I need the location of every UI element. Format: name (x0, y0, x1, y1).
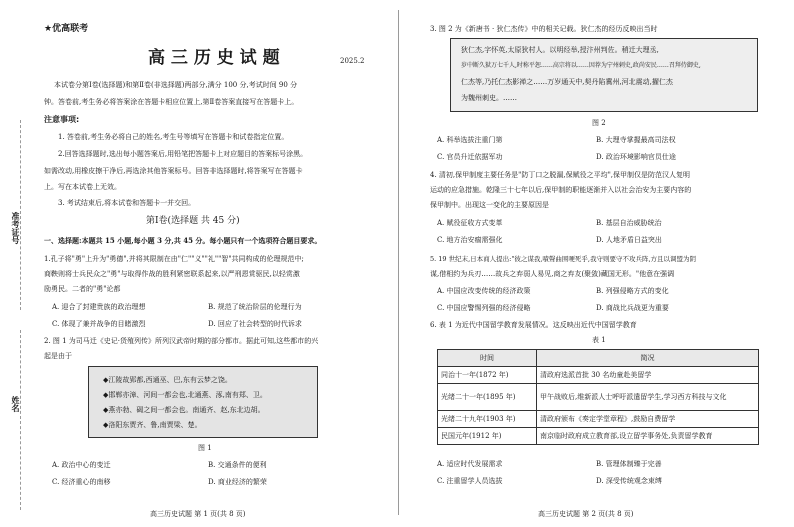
q3-option-a: A. 科举选拔注重门第 (437, 136, 503, 144)
q2-option-c: C. 经济重心的南移 (52, 478, 111, 486)
table-cell: 清政府颁布《奏定学堂章程》,鼓励自费留学 (537, 411, 759, 428)
q3-option-c: C. 官员升迁依据军功 (437, 153, 503, 161)
q4-stem: 4. 清初,保甲制度主要任务是"防丁口之脱漏,保赋役之平均",保甲制仅是防范汉人复明 (430, 171, 691, 179)
table-cell: 民国元年(1912 年) (438, 428, 537, 445)
q1-option-c: C. 体现了兼并战争的目睹激烈 (52, 320, 146, 328)
table-1 (437, 349, 759, 445)
table-cell: 光绪二十一年(1895 年) (438, 384, 537, 411)
q4-stem: 保甲制中。出现这一变化的主要原因是 (430, 201, 549, 209)
q4-option-b: B. 基层自治威胁统治 (596, 219, 662, 227)
q6-option-a: A. 适应时代发展需求 (437, 460, 503, 468)
binding-line (20, 330, 21, 510)
table-header-cell: 简况 (537, 350, 759, 367)
q1-stem: 1.孔子将"勇"上升为"勇德",并将其限制在由"仁""义""礼""智"共同构成的伦理规范中; (44, 255, 304, 263)
page-divider (398, 10, 399, 515)
q5-option-c: C. 中国应警惕列强的经济侵略 (437, 304, 531, 312)
q2-stem: 起是由于 (44, 352, 72, 360)
q4-option-a: A. 赋役征收方式变革 (437, 219, 503, 227)
q2-option-b: B. 交通条件的便利 (208, 461, 267, 469)
figure-2-line: 仁杰等,乃托仁杰影禅之……万岁通天中,契丹陷冀州,河北震动,擢仁杰 (461, 78, 673, 86)
q3-option-b: B. 大理寺掌握最高司法权 (596, 136, 676, 144)
note-line: 如需改动,用橡皮擦干净后,再选涂其他答案标号。回答非选择题时,将答案写在答题卡 (44, 167, 303, 175)
q1-stem: 励勇民。二者的"勇"论都 (44, 285, 121, 293)
figure-1-line: ◆燕亦勃、碣之间一都会也。南通齐、赵,东北边胡。 (103, 406, 265, 414)
q4-option-d: D. 人地矛盾日益突出 (596, 236, 662, 244)
intro-line: 本试卷分第Ⅰ卷(选择题)和第Ⅱ卷(非选择题)两部分,满分 100 分,考试时间 90 分 (54, 81, 298, 89)
intro-line: 钟。答卷前,考生务必将答案涂在答题卡相应位置上,第Ⅱ卷答案直接写在答题卡上。 (44, 98, 299, 106)
note-line: 3. 考试结束后,将本试卷和答题卡一并交回。 (58, 199, 196, 207)
q2-stem: 2. 图 1 为司马迁《史记·货殖列传》所列汉武帝时期的部分都市。据此可知,这些都市的兴 (44, 337, 319, 345)
exam-number-label: 准考证号 (11, 212, 21, 244)
q5-option-d: D. 商战比兵战更为重要 (596, 304, 669, 312)
table-header-row (438, 350, 759, 367)
q4-option-c: C. 地方治安痼需强化 (437, 236, 503, 244)
figure-1-line: ◆邯郸亦漳、河间一都会也,北通燕、涿,南有郑、卫。 (103, 391, 267, 399)
table-cell: 光绪二十九年(1903 年) (438, 411, 537, 428)
q1-option-b: B. 规范了统治阶层的伦理行为 (208, 303, 302, 311)
q2-option-a: A. 政治中心的变迁 (52, 461, 111, 469)
name-label: 姓名 (11, 396, 21, 412)
figure-2-line: 狄仁杰,字怀英,太原狄村人。以明经举,授汴州判佐。稍迁大理丞, (461, 46, 659, 54)
table-header-cell: 时间 (438, 350, 537, 367)
figure-2-box (450, 38, 758, 112)
q6-option-c: C. 注重留学人员选拔 (437, 477, 503, 485)
q5-stem: 5. 19 世纪末,日本商人提出:"彼之谋我,嘖聲曲围哽死乎,我守则要守不攻兵阵,方且以调盟为阴 (430, 255, 697, 263)
notes-title: 注意事项: (44, 115, 80, 124)
table-row (438, 367, 759, 384)
page-title: 高 三 历 史 试 题 (148, 48, 280, 68)
table-row (438, 411, 759, 428)
q1-option-d: D. 回应了社会转型的时代诉求 (208, 320, 302, 328)
q5-stem: 谋,借相约为兵刃……故兵之弃弱人易见,商之弃友(聚敛)藏国无形。"他意在强调 (430, 270, 675, 278)
q5-option-b: B. 列强侵略方式的变化 (596, 287, 669, 295)
section-intro: 一、选择题:本题共 15 小题,每小题 3 分,共 45 分。每小题只有一个选项符合题目要求。 (44, 236, 322, 245)
q2-option-d: D. 商业经济的繁荣 (208, 478, 267, 486)
note-line: 1. 答卷前,考生务必将自己的姓名,考生号等填写在答题卡和试卷指定位置。 (58, 133, 289, 141)
q5-option-a: A. 中国应改变传统的经济政策 (437, 287, 531, 295)
table-1-caption: 表 1 (592, 336, 606, 344)
q1-stem: 商鞅则将士兵民众之"勇"与取得作战的胜利紧密联系起来,以严刑恩赏驱民,以轻赏激 (44, 270, 300, 278)
figure-2-caption: 图 2 (592, 119, 606, 127)
footer-right: 高三历史试题 第 2 页(共 8 页) (538, 510, 634, 518)
q1-option-a: A. 迎合了封建贵族的政治理想 (52, 303, 146, 311)
table-row (438, 428, 759, 445)
exam-date: 2025.2 (340, 57, 365, 65)
table-cell: 南京临时政府成立教育部,设立留学事务处,负责留学教育 (537, 428, 759, 445)
section-title: 第Ⅰ卷(选择题 共 45 分) (146, 216, 240, 226)
table-cell: 同治十一年(1872 年) (438, 367, 537, 384)
table-cell: 清政府选派首批 30 名幼童赴美留学 (537, 367, 759, 384)
note-line: 上。写在本试卷上无效。 (44, 183, 121, 191)
table-cell: 甲午战败后,维新派人士呼吁派遣留学生,学习西方科技与文化 (537, 384, 759, 411)
q6-option-d: D. 深受传统观念束缚 (596, 477, 662, 485)
q3-option-d: D. 政治环境影响官员仕途 (596, 153, 676, 161)
figure-1-line: ◆洛阳东贾齐、鲁,南贾梁、楚。 (103, 421, 202, 429)
q6-stem: 6. 表 1 为近代中国留学教育发展情况。这反映出近代中国留学教育 (430, 321, 637, 329)
note-line: 2.回答选择题时,选出每小题答案后,用铅笔把答题卡上对应题目的答案标号涂黑。 (58, 150, 308, 158)
figure-1-box (88, 366, 318, 438)
q4-stem: 运动的应急措施。乾隆三十七年以后,保甲制的职能逐渐并入以社会治安为主要内容的 (430, 186, 692, 194)
q3-stem: 3. 图 2 为《新唐书 · 狄仁杰传》中的相关记载。狄仁杰的经历反映出当时 (430, 25, 658, 33)
figure-1-caption: 图 1 (198, 444, 212, 452)
exam-badge: ★优高联考 (44, 24, 89, 34)
table-row (438, 384, 759, 411)
figure-1-line: ◆江陵故郢都,西通巫、巴,东有云梦之饶。 (103, 376, 232, 384)
figure-2-line: 为魏州刺史。…… (461, 94, 517, 102)
footer-left: 高三历史试题 第 1 页(共 8 页) (150, 510, 246, 518)
figure-2-line: 岁中断久狱万七千人,时称平恕……高宗将以……因荐为宁州刺史,政尚安民……召拜侍御史, (461, 62, 701, 69)
q6-option-b: B. 管理体制臻于完善 (596, 460, 662, 468)
